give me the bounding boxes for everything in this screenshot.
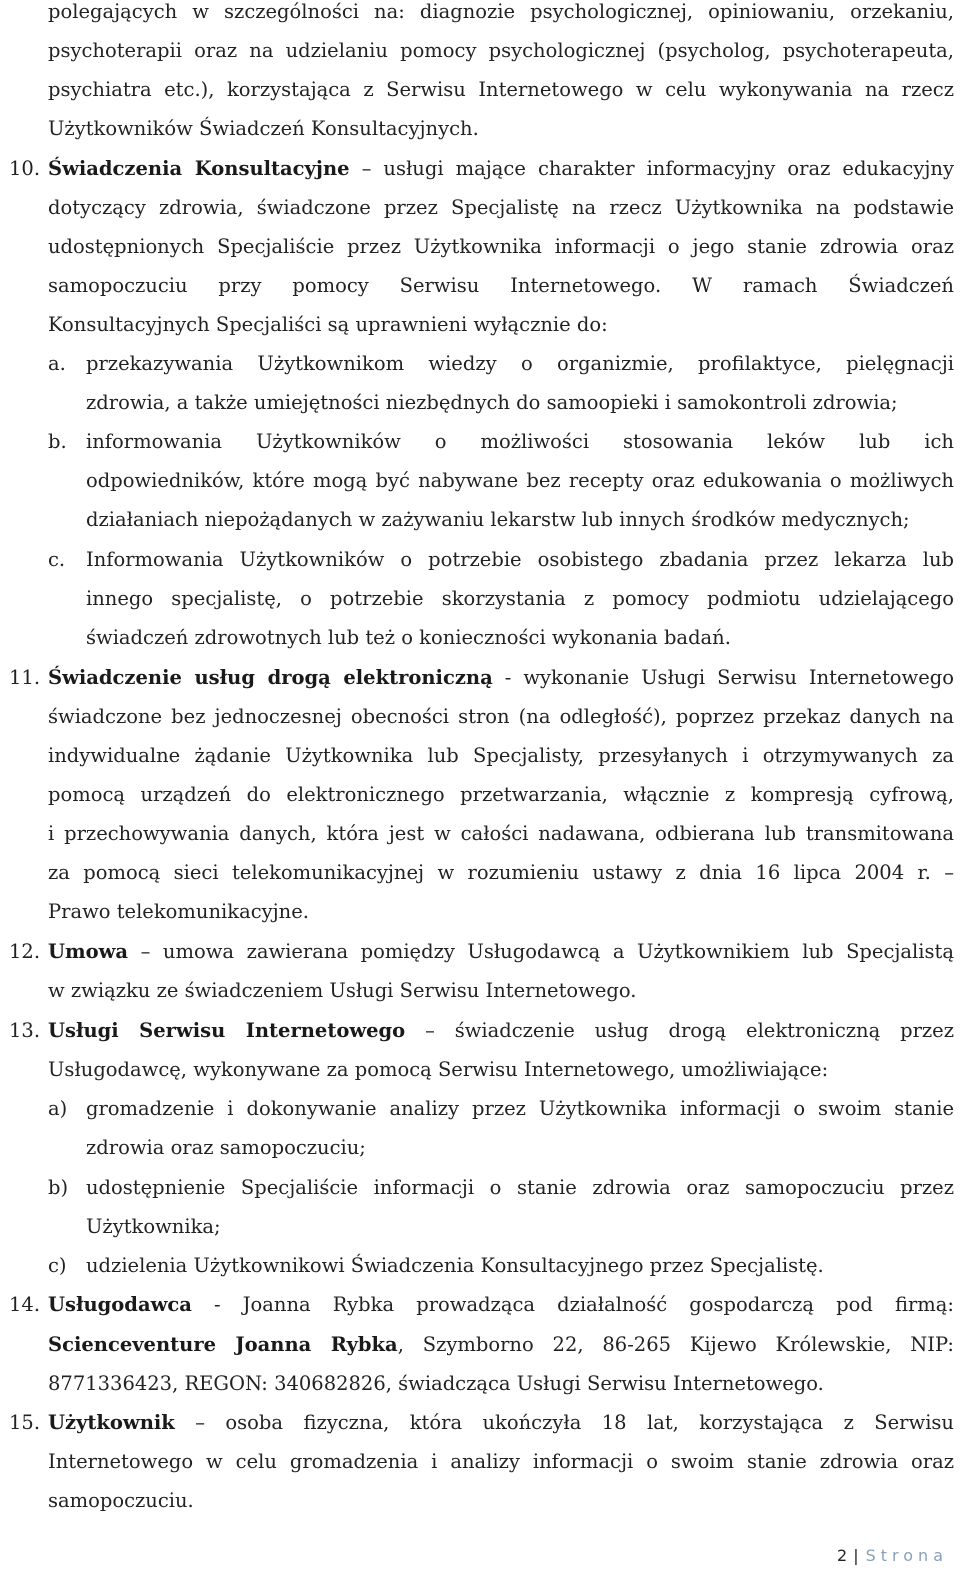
text-line: udzielenia Użytkownikowi Świadczenia Konsultacyjnego przez Specjalistę.: [86, 1254, 824, 1277]
text-line: pomocą urządzeń do elektronicznego przetwarzania, włącznie z kompresją cyfrową,: [48, 783, 954, 806]
text-line: przekazywania Użytkownikom wiedzy o organizmie, profilaktyce, pielęgnacji: [86, 352, 954, 375]
item-number: 11.: [9, 666, 41, 689]
defined-term: Usługi Serwisu Internetowego: [48, 1019, 406, 1042]
text-line: psychoterapii oraz na udzielaniu pomocy psychologicznej (psycholog, psychoterapeuta,: [48, 39, 954, 62]
definition-line: Użytkownik – osoba fizyczna, która ukończyła 18 lat, korzystająca z Serwisu: [48, 1411, 954, 1434]
text-line: Użytkowników Świadczeń Konsultacyjnych.: [48, 117, 479, 140]
text-line: zdrowia oraz samopoczuciu;: [86, 1136, 366, 1159]
definition-line: Świadczenie usług drogą elektroniczną - wykonanie Usługi Serwisu Internetowego: [48, 666, 954, 689]
footer-separator: |: [853, 1546, 860, 1565]
company-name: Scienceventure Joanna Rybka: [48, 1333, 398, 1356]
text-line: świadczeń zdrowotnych lub też o konieczności wykonania badań.: [86, 626, 731, 649]
defined-term: Umowa: [48, 940, 129, 963]
definition-line: Świadczenia Konsultacyjne – usługi mające charakter informacyjny oraz edukacyjny: [48, 157, 954, 180]
text-line: gromadzenie i dokonywanie analizy przez Użytkownika informacji o swoim stanie: [86, 1097, 954, 1120]
subitem-letter: a): [48, 1097, 68, 1120]
text-line: samopoczuciu.: [48, 1489, 194, 1512]
text-line: Usługodawcę, wykonywane za pomocą Serwisu Internetowego, umożliwiające:: [48, 1058, 829, 1081]
subitem-letter: b.: [48, 430, 67, 453]
defined-term: Usługodawca: [48, 1293, 192, 1316]
text-line: polegających w szczególności na: diagnozie psychologicznej, opiniowaniu, orzekaniu,: [48, 0, 954, 23]
definition-line: Usługodawca - Joanna Rybka prowadząca działalność gospodarczą pod firmą:: [48, 1293, 954, 1316]
item-number: 13.: [9, 1019, 41, 1042]
subitem-letter: a.: [48, 352, 66, 375]
text-line: za pomocą sieci telekomunikacyjnej w rozumieniu ustawy z dnia 16 lipca 2004 r. –: [48, 861, 954, 884]
text-line: i przechowywania danych, która jest w całości nadawana, odbierana lub transmitowana: [48, 822, 954, 845]
item-number: 15.: [9, 1411, 41, 1434]
text-line: dotyczący zdrowia, świadczone przez Specjalistę na rzecz Użytkownika na podstawie: [48, 196, 954, 219]
text-line: Konsultacyjnych Specjaliści są uprawnieni wyłącznie do:: [48, 313, 608, 336]
text-line: informowania Użytkowników o możliwości stosowania leków lub ich: [86, 430, 954, 453]
text-line: Prawo telekomunikacyjne.: [48, 900, 309, 923]
defined-term: Użytkownik: [48, 1411, 175, 1434]
text-line: Użytkownika;: [86, 1215, 221, 1238]
text-line: innego specjalistę, o potrzebie skorzystania z pomocy podmiotu udzielającego: [86, 587, 954, 610]
text-line: odpowiedników, które mogą być nabywane bez recepty oraz edukowania o możliwych: [86, 469, 954, 492]
defined-term: Świadczenie usług drogą elektroniczną: [48, 666, 493, 689]
text-line: indywidualne żądanie Użytkownika lub Specjalisty, przesyłanych i otrzymywanych za: [48, 744, 954, 767]
item-number: 10.: [9, 157, 41, 180]
text-line: zdrowia, a także umiejętności niezbędnych do samoopieki i samokontroli zdrowia;: [86, 391, 898, 414]
subitem-letter: c): [48, 1254, 67, 1277]
text-line: Internetowego w celu gromadzenia i analizy informacji o swoim stanie zdrowia oraz: [48, 1450, 954, 1473]
text-line: udostępnienie Specjaliście informacji o stanie zdrowia oraz samopoczuciu przez: [86, 1176, 954, 1199]
defined-term: Świadczenia Konsultacyjne: [48, 157, 350, 180]
text-line: samopoczuciu przy pomocy Serwisu Internetowego. W ramach Świadczeń: [48, 274, 954, 297]
item-number: 14.: [9, 1293, 41, 1316]
item-number: 12.: [9, 940, 41, 963]
text-line: psychiatra etc.), korzystająca z Serwisu Internetowego w celu wykonywania na rzecz: [48, 78, 954, 101]
text-line: w związku ze świadczeniem Usługi Serwisu Internetowego.: [48, 979, 637, 1002]
text-line: udostępnionych Specjaliście przez Użytkownika informacji o jego stanie zdrowia oraz: [48, 235, 954, 258]
text-line: 8771336423, REGON: 340682826, świadcząca Usługi Serwisu Internetowego.: [48, 1372, 824, 1395]
text-line: świadczone bez jednoczesnej obecności stron (na odległość), poprzez przekaz danych na: [48, 705, 954, 728]
page-footer: [837, 1546, 948, 1566]
subitem-letter: b): [48, 1176, 69, 1199]
definition-line: Usługi Serwisu Internetowego – świadczenie usług drogą elektroniczną przez: [48, 1019, 954, 1042]
definition-line: Umowa – umowa zawierana pomiędzy Usługodawcą a Użytkownikiem lub Specjalistą: [48, 940, 954, 963]
page-label: Strona: [865, 1546, 948, 1565]
text-line: Scienceventure Joanna Rybka, Szymborno 22, 86-265 Kijewo Królewskie, NIP:: [48, 1333, 955, 1356]
text-line: działaniach niepożądanych w zażywaniu lekarstw lub innych środków medycznych;: [86, 508, 910, 531]
page-number: 2: [837, 1546, 848, 1565]
text-line: Informowania Użytkowników o potrzebie osobistego zbadania przez lekarza lub: [86, 548, 954, 571]
subitem-letter: c.: [48, 548, 66, 571]
